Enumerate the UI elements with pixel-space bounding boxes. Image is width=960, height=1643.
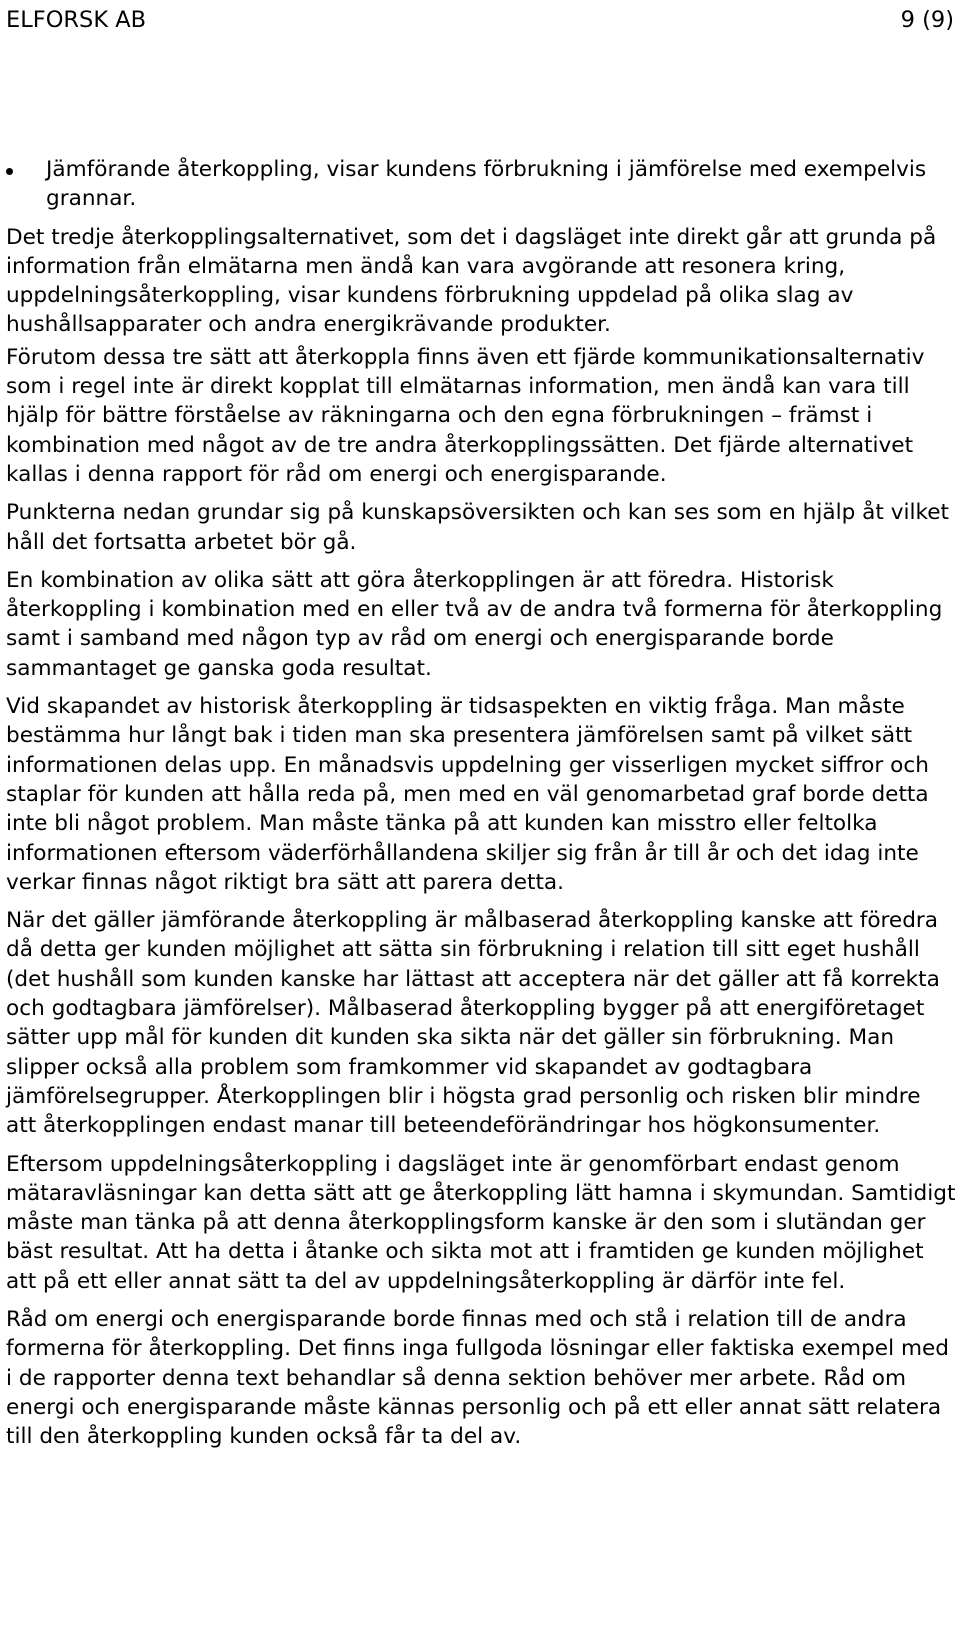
paragraph: När det gäller jämförande återkoppling är målbaserad återkoppling kanske att föredra då detta ger kunden möjlighet att sätta sin förbrukning i relation till sitt eget hushåll (det hushåll som kunden kanske har lättast att acceptera när det gäller att få korrekta och godtagbara jämförelser). Målbaserad återkoppling bygger på att energiföretaget sätter upp mål för kunden dit kunden ska sikta när det gäller sin förbrukning. Man slipper också alla problem som framkommer vid skapandet av godtagbara jämförelsegrupper. Återkopplingen blir i högsta grad personlig och risken blir mindre att återkopplingen endast manar till beteendeförändringar hos högkonsumenter. bbox=[6, 908, 940, 1139]
paragraph: Det tredje återkopplingsalternativet, som det i dagsläget inte direkt går att grunda på information från elmätarna men ändå kan vara avgörande att resonera kring, uppdelningsåterkoppling, visar kundens förbrukning uppdelad på olika slag av hushållsapparater och andra energikrävande produkter. bbox=[6, 224, 937, 338]
bullet-item bbox=[6, 155, 956, 214]
bullet-icon bbox=[6, 168, 13, 175]
paragraph: Punkterna nedan grundar sig på kunskapsöversikten och kan ses som en hjälp åt vilket håll det fortsatta arbetet bör gå. bbox=[6, 500, 949, 555]
bullet-text: Jämförande återkoppling, visar kundens förbrukning i jämförelse med exempelvis grannar. bbox=[46, 157, 927, 212]
paragraph: Förutom dessa tre sätt att återkoppla finns även ett fjärde kommunikationsalternativ som i regel inte är direkt kopplat till elmätarnas information, men ändå kan vara till hjälp för bättre förståelse av räkningarna och den egna förbrukningen – främst i kombination med något av de tre andra återkopplingssätten. Det fjärde alternativet kallas i denna rapport för råd om energi och energisparande. bbox=[6, 344, 925, 487]
header-company: ELFORSK AB bbox=[6, 7, 147, 33]
paragraph: Vid skapandet av historisk återkoppling är tidsaspekten en viktig fråga. Man måste bestämma hur långt bak i tiden man ska presentera jämförelsen samt på vilket sätt informationen delas upp. En månadsvis uppdelning ger visserligen mycket siffror och staplar för kunden att hålla reda på, men med en väl genomarbetad graf borde detta inte bli något problem. Man måste tänka på att kunden kan misstro eller feltolka informationen eftersom väderförhållandena skiljer sig från år till år och det idag inte verkar finnas något riktigt bra sätt att parera detta. bbox=[6, 694, 929, 895]
header-page-number: 9 (9) bbox=[900, 7, 954, 33]
document-body bbox=[6, 155, 956, 1460]
paragraph: En kombination av olika sätt att göra återkopplingen är att föredra. Historisk återkoppling i kombination med en eller två av de andra två formerna för återkoppling samt i samband med någon typ av råd om energi och energisparande borde sammantaget ge ganska goda resultat. bbox=[6, 567, 943, 681]
paragraph: Råd om energi och energisparande borde finnas med och stå i relation till de andra formerna för återkoppling. Det finns inga fullgoda lösningar eller faktiska exempel med i de rapporter denna text behandlar så denna sektion behöver mer arbete. Råd om energi och energisparande måste kännas personlig och på ett eller annat sätt relatera till den återkoppling kunden också får ta del av. bbox=[6, 1306, 949, 1450]
paragraph: Eftersom uppdelningsåterkoppling i dagsläget inte är genomförbart endast genom mätaravläsningar kan detta sätt att ge återkoppling lätt hamna i skymundan. Samtidigt måste man tänka på att denna återkopplingsform kanske är den som i slutändan ger bäst resultat. Att ha detta i åtanke och sikta mot att i framtiden ge kunden möjlighet att på ett eller annat sätt ta del av uppdelningsåterkoppling är därför inte fel. bbox=[6, 1151, 956, 1294]
page-header bbox=[6, 3, 954, 37]
